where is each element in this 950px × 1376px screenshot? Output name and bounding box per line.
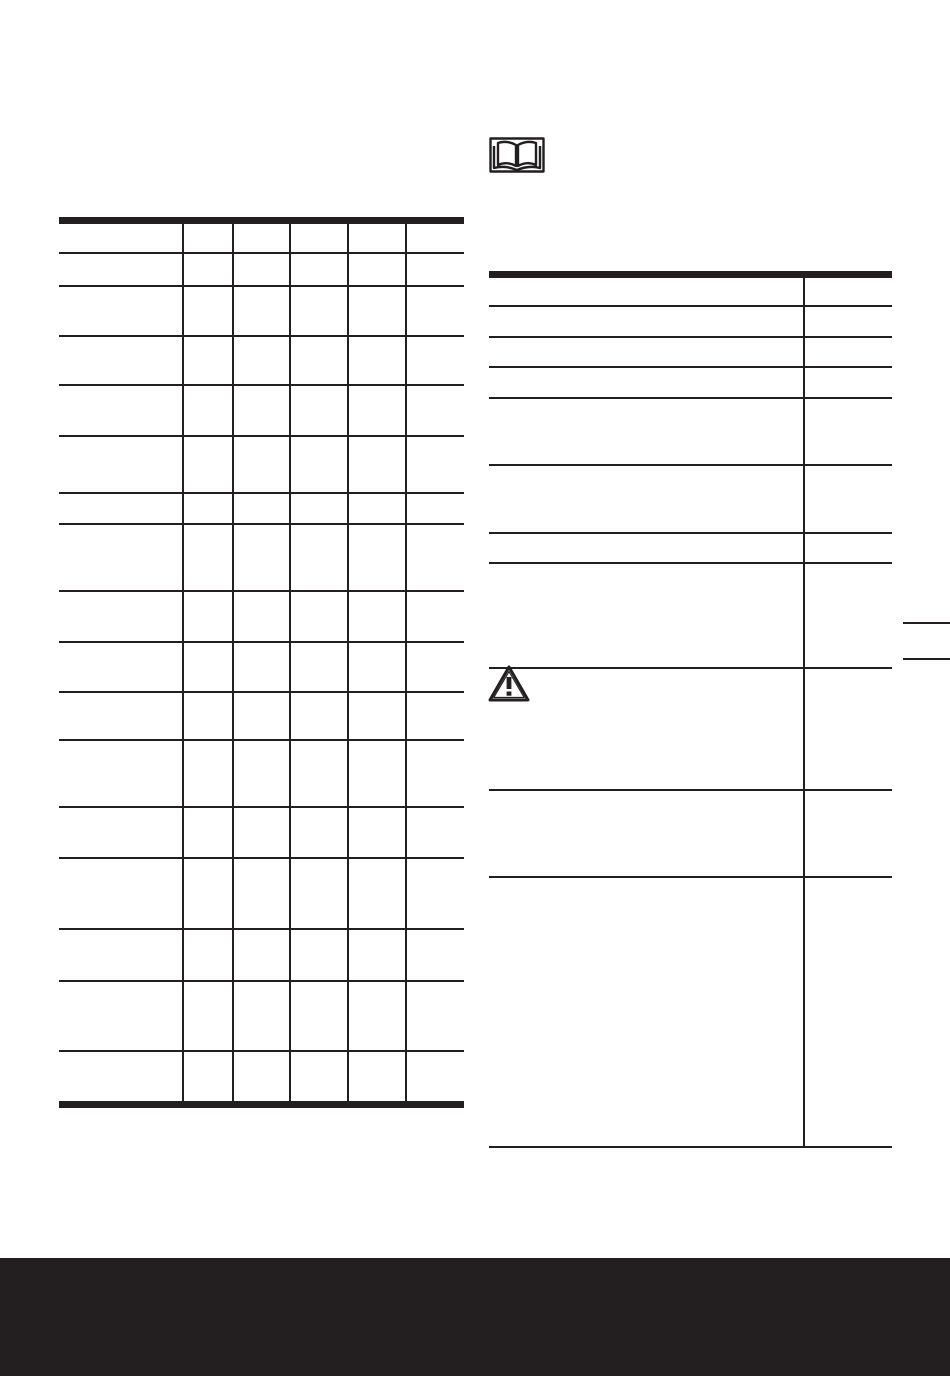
- spec-table-row-rule: [59, 1050, 464, 1052]
- spec-table-row-rule: [59, 980, 464, 982]
- accessories-table-column-divider: [803, 278, 805, 1146]
- accessories-table-row-rule: [489, 789, 892, 791]
- spec-table-column-divider: [289, 224, 291, 1101]
- spec-table-row-rule: [59, 857, 464, 859]
- section-tab-mark-top: [903, 622, 950, 624]
- accessories-table-row-rule: [489, 366, 892, 368]
- spec-table-column-divider: [232, 224, 234, 1101]
- accessories-table-row-rule: [489, 305, 892, 307]
- spec-table-top-rule: [59, 217, 464, 224]
- accessories-table-row-rule: [489, 464, 892, 466]
- accessories-table-row-rule: [489, 532, 892, 534]
- spec-table-row-rule: [59, 590, 464, 592]
- spec-table-row-rule: [59, 252, 464, 254]
- spec-table-row-rule: [59, 435, 464, 437]
- section-tab-mark-bottom: [903, 658, 950, 660]
- spec-table-bottom-rule: [59, 1101, 464, 1108]
- spec-table-row-rule: [59, 523, 464, 525]
- spec-table-row-rule: [59, 285, 464, 287]
- spec-table-row-rule: [59, 806, 464, 808]
- spec-table-row-rule: [59, 384, 464, 386]
- specification-table: [59, 217, 464, 1108]
- accessories-table-top-rule: [489, 271, 892, 278]
- spec-table-row-rule: [59, 335, 464, 337]
- accessories-table-row-rule: [489, 667, 892, 669]
- spec-table-row-rule: [59, 641, 464, 643]
- spec-table-row-rule: [59, 691, 464, 693]
- spec-table-row-rule: [59, 739, 464, 741]
- read-manual-book-icon: [489, 137, 545, 175]
- spec-table-row-rule: [59, 492, 464, 494]
- accessories-table: [489, 271, 892, 1149]
- spec-table-column-divider: [182, 224, 184, 1101]
- accessories-table-row-rule: [489, 562, 892, 564]
- spec-table-row-rule: [59, 928, 464, 930]
- warning-triangle-icon: [487, 664, 531, 704]
- spec-table-column-divider: [405, 224, 407, 1101]
- accessories-table-row-rule: [489, 876, 892, 878]
- spec-table-column-divider: [347, 224, 349, 1101]
- accessories-table-row-rule: [489, 336, 892, 338]
- accessories-table-row-rule: [489, 1146, 892, 1148]
- page-footer-band: [0, 1258, 950, 1376]
- accessories-table-row-rule: [489, 397, 892, 399]
